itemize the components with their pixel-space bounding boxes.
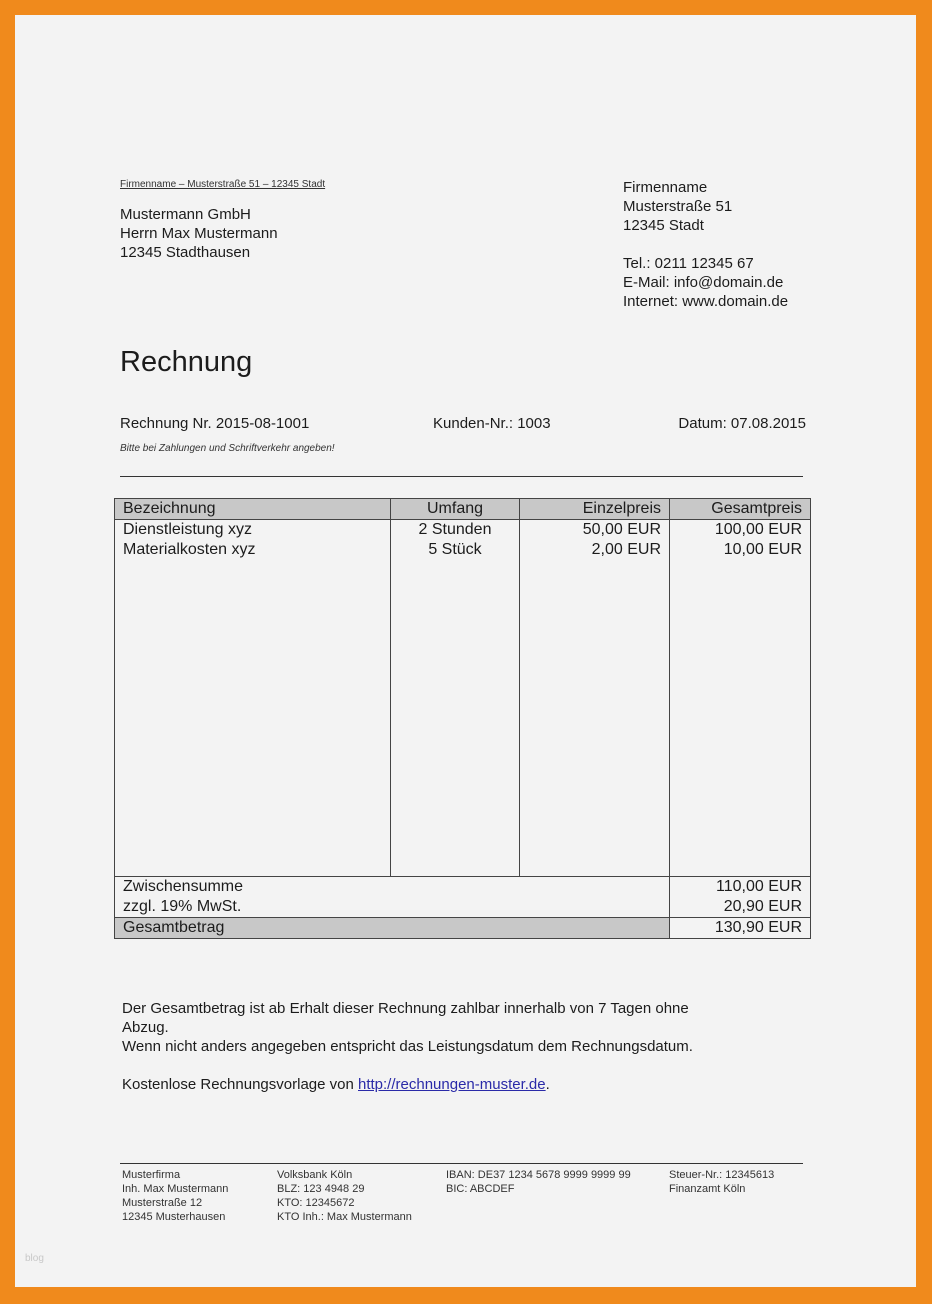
total-label: Gesamtbetrag bbox=[115, 918, 670, 939]
column-header: Umfang bbox=[391, 499, 520, 520]
company-email: E-Mail: info@domain.de bbox=[623, 274, 784, 291]
recipient-line: Herrn Max Mustermann bbox=[120, 225, 278, 242]
reference-hint: Bitte bei Zahlungen und Schriftverkehr angeben! bbox=[120, 443, 335, 454]
footer-line: BIC: ABCDEF bbox=[446, 1183, 515, 1195]
table-header-row bbox=[115, 499, 811, 520]
note-line: Der Gesamtbetrag ist ab Erhalt dieser Rechnung zahlbar innerhalb von 7 Tagen ohne bbox=[122, 1000, 689, 1017]
company-name: Firmenname bbox=[623, 179, 708, 196]
footer-line: 12345 Musterhausen bbox=[122, 1211, 226, 1223]
footer-bank bbox=[277, 1168, 412, 1224]
watermark: blog bbox=[25, 1253, 44, 1264]
invoice-date: Datum: 07.08.2015 bbox=[678, 415, 806, 432]
note-text: . bbox=[545, 1076, 550, 1093]
subtotal-row bbox=[115, 877, 811, 898]
company-info bbox=[623, 178, 788, 311]
footer-line: Steuer-Nr.: 12345613 bbox=[669, 1169, 775, 1181]
table-row bbox=[115, 540, 811, 560]
customer-number: Kunden-Nr.: 1003 bbox=[433, 415, 551, 432]
vat-value: 20,90 EUR bbox=[670, 897, 811, 918]
company-tel: Tel.: 0211 12345 67 bbox=[623, 255, 754, 272]
footer-line: KTO Inh.: Max Mustermann bbox=[277, 1211, 412, 1223]
column-header: Bezeichnung bbox=[115, 499, 391, 520]
item-description: Dienstleistung xyz bbox=[115, 520, 391, 541]
item-unit-price: 2,00 EUR bbox=[520, 540, 670, 560]
recipient-address bbox=[120, 205, 278, 262]
note-line: Abzug. bbox=[122, 1019, 169, 1036]
note-line bbox=[122, 1075, 802, 1094]
item-total: 10,00 EUR bbox=[670, 540, 811, 560]
company-city: 12345 Stadt bbox=[623, 217, 704, 234]
page-title: Rechnung bbox=[120, 346, 253, 378]
footer-tax bbox=[669, 1168, 774, 1196]
sender-return-line: Firmenname – Musterstraße 51 – 12345 Stadt bbox=[120, 179, 326, 190]
footer-line: Volksbank Köln bbox=[277, 1169, 353, 1181]
subtotal-label: Zwischensumme bbox=[115, 877, 670, 898]
total-row bbox=[115, 918, 811, 939]
total-value: 130,90 EUR bbox=[670, 918, 811, 939]
footer-line: Finanzamt Köln bbox=[669, 1183, 746, 1195]
template-link[interactable]: http://rechnungen-muster.de bbox=[358, 1076, 546, 1093]
column-header: Einzelpreis bbox=[520, 499, 670, 520]
footer-iban bbox=[446, 1168, 631, 1196]
footer-line: BLZ: 123 4948 29 bbox=[277, 1183, 365, 1195]
company-internet: Internet: www.domain.de bbox=[623, 293, 789, 310]
divider bbox=[120, 476, 803, 477]
subtotal-value: 110,00 EUR bbox=[670, 877, 811, 898]
footer-line: Musterfirma bbox=[122, 1169, 181, 1181]
line-items-table bbox=[114, 498, 811, 939]
item-total: 100,00 EUR bbox=[670, 520, 811, 541]
vat-row bbox=[115, 897, 811, 918]
item-description: Materialkosten xyz bbox=[115, 540, 391, 560]
company-street: Musterstraße 51 bbox=[623, 198, 733, 215]
footer-company bbox=[122, 1168, 228, 1224]
vat-label: zzgl. 19% MwSt. bbox=[115, 897, 670, 918]
footer-line: KTO: 12345672 bbox=[277, 1197, 355, 1209]
payment-notes bbox=[122, 999, 802, 1094]
recipient-line: 12345 Stadthausen bbox=[120, 244, 251, 261]
footer-divider bbox=[120, 1163, 803, 1164]
note-line: Wenn nicht anders angegeben entspricht das Leistungsdatum dem Rechnungsdatum. bbox=[122, 1038, 693, 1055]
invoice-page bbox=[15, 15, 916, 1287]
footer-line: Inh. Max Mustermann bbox=[122, 1183, 229, 1195]
invoice-number: Rechnung Nr. 2015-08-1001 bbox=[120, 415, 310, 432]
item-unit-price: 50,00 EUR bbox=[520, 520, 670, 541]
footer-line: Musterstraße 12 bbox=[122, 1197, 203, 1209]
table-row bbox=[115, 520, 811, 541]
footer-line: IBAN: DE37 1234 5678 9999 9999 99 bbox=[446, 1169, 631, 1181]
recipient-line: Mustermann GmbH bbox=[120, 206, 251, 223]
column-header: Gesamtpreis bbox=[670, 499, 811, 520]
item-quantity: 2 Stunden bbox=[391, 520, 520, 541]
note-text: Kostenlose Rechnungsvorlage von bbox=[122, 1076, 358, 1093]
item-quantity: 5 Stück bbox=[391, 540, 520, 560]
table-empty-space bbox=[115, 560, 811, 877]
